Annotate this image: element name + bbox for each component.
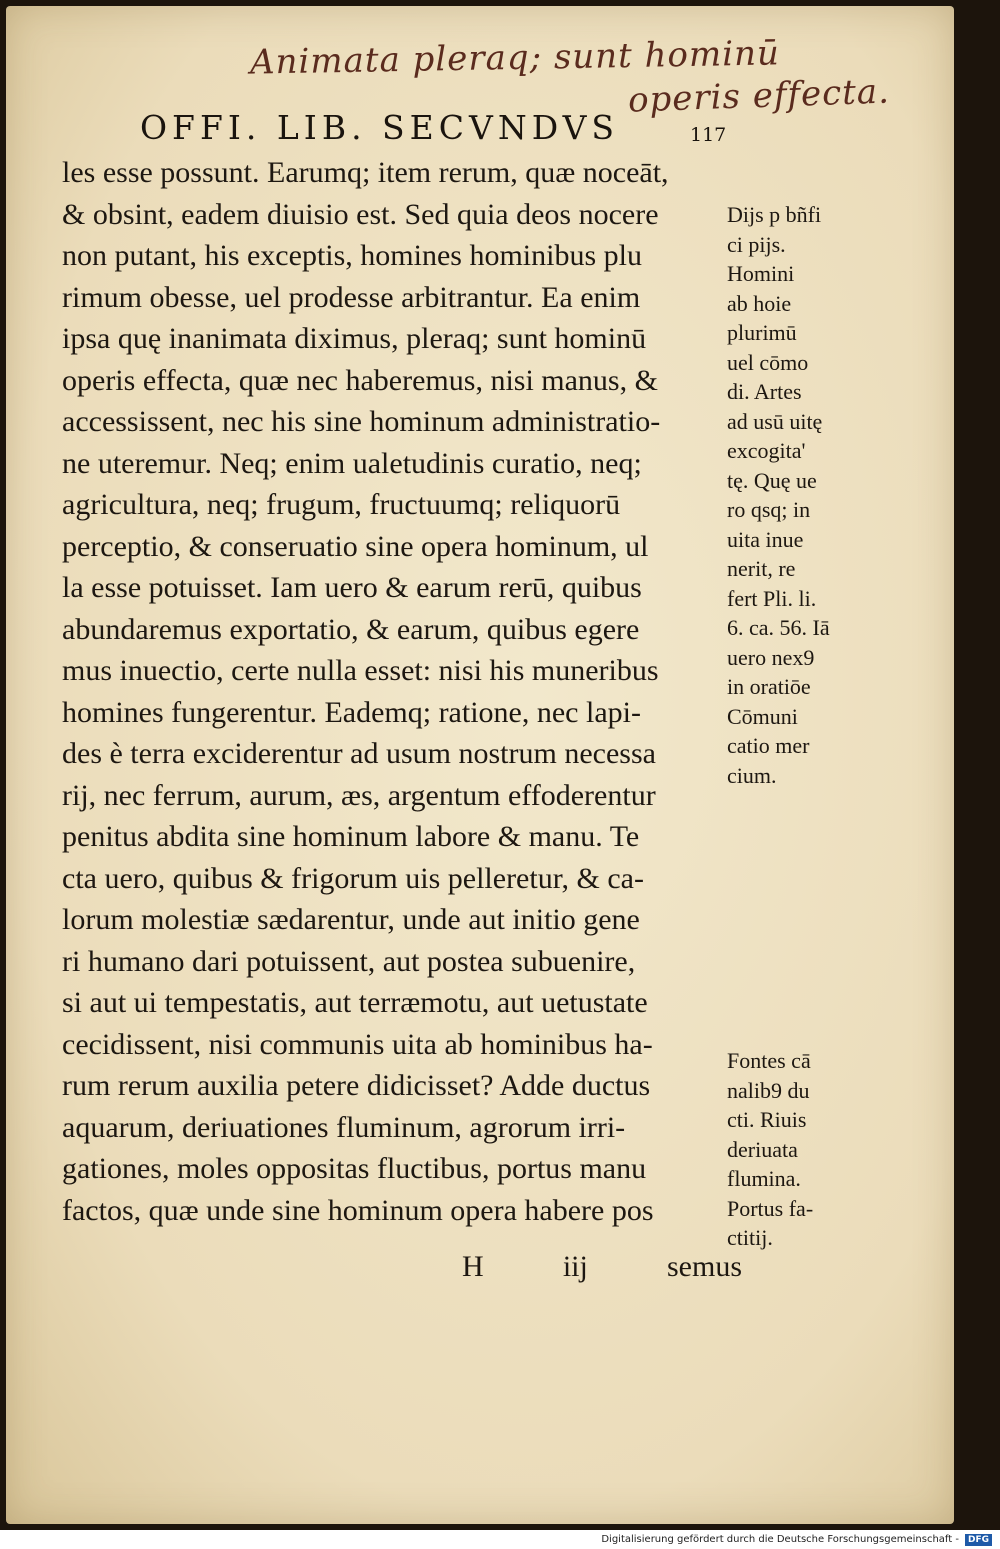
margin-note-line: in oratiōe bbox=[727, 674, 811, 699]
margin-note-line: cti. Riuis bbox=[727, 1107, 807, 1132]
text-line: ne uteremur. Neq; enim ualetudinis curatio, neq; bbox=[62, 446, 642, 480]
margin-note-line: nalib9 du bbox=[727, 1077, 810, 1103]
digitization-footer bbox=[0, 1530, 1000, 1549]
text-line: rum rerum auxilia petere didicisset? Adde ductus bbox=[62, 1069, 651, 1102]
text-line: lorum molestiæ sædarentur, unde aut initio gene bbox=[62, 903, 640, 936]
text-line: mus inuectio, certe nulla esset: nisi his muneribus bbox=[62, 654, 659, 687]
text-line: perceptio, & conseruatio sine opera hominum, ul bbox=[62, 529, 649, 563]
margin-note-line: di. Artes bbox=[727, 379, 802, 404]
main-text-block bbox=[62, 152, 722, 1231]
text-line: accessissent, nec his sine hominum administratio- bbox=[62, 405, 661, 438]
margin-note-line: Portus fa- bbox=[727, 1195, 814, 1221]
margin-note-line: excogita' bbox=[727, 438, 806, 463]
margin-note-line: 6. ca. 56. Iā bbox=[727, 615, 830, 640]
signature-and-catchword bbox=[462, 1250, 742, 1284]
margin-note-line: uero nex9 bbox=[727, 644, 815, 670]
text-line: cecidissent, nisi communis uita ab hominibus ha- bbox=[62, 1027, 653, 1061]
margin-note-line: Cōmuni bbox=[727, 703, 798, 729]
margin-note-line: flumina. bbox=[727, 1166, 801, 1191]
margin-note-line: Dijs p bñfi bbox=[727, 202, 822, 227]
margin-note-line: nerit, re bbox=[727, 556, 796, 581]
text-line: ipsa quę inanimata diximus, pleraq; sunt hominū bbox=[62, 322, 647, 355]
text-line: aquarum, deriuationes fluminum, agrorum irri- bbox=[62, 1110, 626, 1144]
margin-note-line: ad usū uitę bbox=[727, 408, 823, 434]
margin-note-line: fert Pli. li. bbox=[727, 585, 817, 611]
handwritten-annotation-line-2: operis effecta. bbox=[627, 71, 891, 121]
text-line: la esse potuisset. Iam uero & earum rerū, quibus bbox=[62, 571, 642, 604]
margin-note-line: cium. bbox=[727, 762, 777, 788]
catchword: semus bbox=[667, 1250, 742, 1283]
margin-note-line: ab hoie bbox=[727, 290, 792, 316]
margin-note-line: ci pijs. bbox=[727, 231, 786, 257]
signature-number: iij bbox=[562, 1250, 588, 1283]
signature-letter: H bbox=[462, 1250, 484, 1283]
margin-note-line: deriuata bbox=[727, 1136, 798, 1162]
text-line: ri humano dari potuissent, aut postea subuenire, bbox=[62, 944, 636, 978]
text-line: & obsint, eadem diuisio est. Sed quia deos nocere bbox=[62, 197, 659, 231]
text-line: rij, nec ferrum, aurum, æs, argentum effoderentur bbox=[62, 778, 656, 812]
margin-note-line: Homini bbox=[727, 261, 795, 286]
margin-note-line: uel cōmo bbox=[727, 349, 809, 375]
dfg-logo: DFG bbox=[965, 1534, 992, 1546]
text-line: les esse possunt. Earumq; item rerum, quæ noceāt, bbox=[62, 156, 669, 189]
margin-note-line: tę. Quę ue bbox=[727, 467, 817, 493]
text-line: si aut ui tempestatis, aut terræmotu, aut uetustate bbox=[62, 986, 648, 1019]
text-line: penitus abdita sine hominum labore & manu. Te bbox=[62, 820, 640, 853]
text-line: homines fungerentur. Eademq; ratione, nec lapi- bbox=[62, 695, 641, 729]
margin-note-line: ctitij. bbox=[727, 1225, 773, 1250]
text-line: non putant, his exceptis, homines hominibus plu bbox=[62, 239, 642, 272]
text-line: abundaremus exportatio, & earum, quibus egere bbox=[62, 612, 640, 646]
margin-note-line: Fontes cā bbox=[727, 1048, 811, 1073]
margin-notes-upper bbox=[727, 200, 862, 790]
margin-note-line: ro qsq; in bbox=[727, 497, 811, 522]
running-title: OFFI. LIB. SECVNDVS bbox=[140, 108, 620, 147]
text-line: gationes, moles oppositas fluctibus, portus manu bbox=[62, 1152, 647, 1185]
text-line: rimum obesse, uel prodesse arbitrantur. Ea enim bbox=[62, 280, 641, 314]
text-line: factos, quæ unde sine hominum opera habere pos bbox=[62, 1193, 654, 1227]
text-line: cta uero, quibus & frigorum uis pelleretur, & ca- bbox=[62, 861, 644, 895]
margin-notes-lower bbox=[727, 1046, 862, 1253]
text-line: operis effecta, quæ nec haberemus, nisi manus, & bbox=[62, 363, 658, 397]
text-line: agricultura, neq; frugum, fructuumq; reliquorū bbox=[62, 488, 621, 521]
margin-note-line: plurimū bbox=[727, 320, 797, 345]
folio-number: 117 bbox=[690, 124, 727, 146]
margin-note-line: uita inue bbox=[727, 526, 804, 552]
footer-credit-text: Digitalisierung gefördert durch die Deutsche Forschungsgemeinschaft - bbox=[601, 1534, 959, 1545]
margin-note-line: catio mer bbox=[727, 733, 810, 758]
handwritten-annotation-line-1: Animata pleraq; sunt hominū bbox=[249, 33, 781, 83]
text-line: des è terra exciderentur ad usum nostrum necessa bbox=[62, 737, 656, 770]
